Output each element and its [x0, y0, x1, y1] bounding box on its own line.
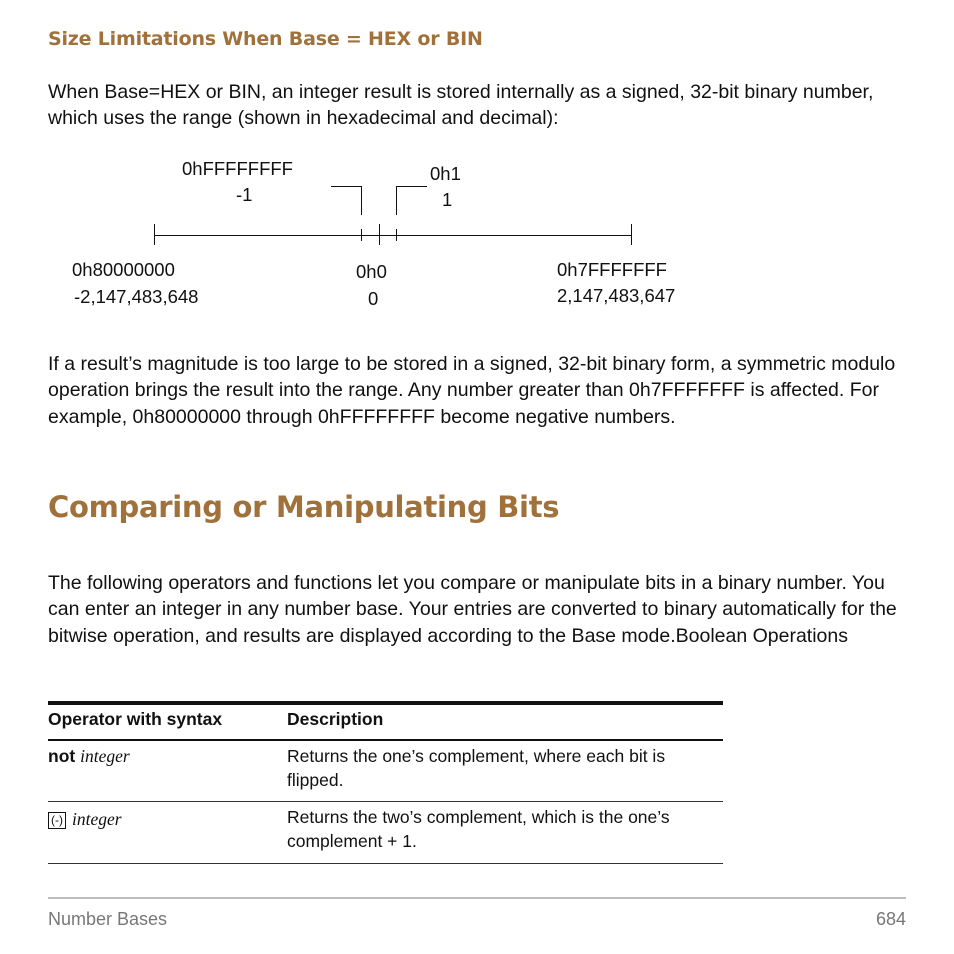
negate-key-icon: (-) — [48, 812, 66, 829]
page-number: 684 — [875, 909, 906, 929]
leader-neg-one-h — [331, 186, 362, 187]
header-rule — [48, 739, 723, 741]
leader-neg-one-v — [361, 186, 362, 215]
description-cell: Returns the two’s complement, which is the one’s complement + 1. — [287, 807, 670, 851]
operator-cell — [48, 744, 130, 768]
label-one-dec: 1 — [442, 189, 453, 210]
leader-one-v — [396, 186, 397, 215]
tick-neg-one — [361, 229, 362, 241]
modulo-paragraph — [48, 351, 908, 430]
operator-argument: integer — [72, 809, 122, 829]
intro-text: When Base=HEX or BIN, an integer result is stored internally as a signed, 32-bit binary number, which uses the range (shown in hexadecimal and decimal): — [48, 81, 874, 130]
operator-argument: integer — [80, 746, 130, 766]
label-min-dec: -2,147,483,648 — [74, 286, 199, 307]
operator-keyword: not — [48, 746, 76, 766]
header-operator: Operator with syntax — [48, 709, 223, 729]
label-neg-one-hex: 0hFFFFFFFF — [182, 158, 293, 179]
label-max-dec: 2,147,483,647 — [557, 285, 676, 306]
row-rule — [48, 801, 723, 802]
leader-one-h — [396, 186, 427, 187]
label-min-hex: 0h80000000 — [72, 259, 175, 280]
label-one-hex: 0h1 — [430, 163, 461, 184]
label-zero-hex: 0h0 — [356, 261, 387, 282]
subheading: Size Limitations When Base = HEX or BIN — [48, 28, 483, 50]
tick-max — [631, 224, 632, 245]
label-max-hex: 0h7FFFFFFF — [557, 259, 667, 280]
tick-zero — [379, 224, 380, 245]
body-text: The following operators and functions let you compare or manipulate bits in a binary number. You can enter an integer in any number base. Your entries are converted to binary automatically for the bitwise operation, and results are displayed according to the Base mode.Boolean Operations — [48, 572, 897, 647]
number-line — [154, 235, 632, 236]
operator-cell — [48, 807, 122, 831]
footer-chapter: Number Bases — [48, 909, 168, 929]
body-paragraph — [48, 570, 908, 649]
label-zero-dec: 0 — [368, 288, 379, 309]
tick-one — [396, 229, 397, 241]
table-top-rule — [48, 701, 723, 705]
label-neg-one-dec: -1 — [236, 184, 253, 205]
modulo-text: If a result’s magnitude is too large to be stored in a signed, 32-bit binary form, a symmetric modulo operation brings the result into the range. Any number greater than 0h7FFFFFFF is affected. For example, 0h80000000 through 0hFFFFFFFF become negative numbers. — [48, 353, 896, 428]
header-description: Description — [287, 709, 384, 729]
description-cell: Returns the one’s complement, where each bit is flipped. — [287, 746, 666, 790]
footer-rule — [48, 897, 906, 899]
table-bottom-rule — [48, 863, 723, 864]
section-heading: Comparing or Manipulating Bits — [48, 490, 560, 524]
intro-paragraph — [48, 79, 908, 132]
tick-min — [154, 224, 155, 245]
